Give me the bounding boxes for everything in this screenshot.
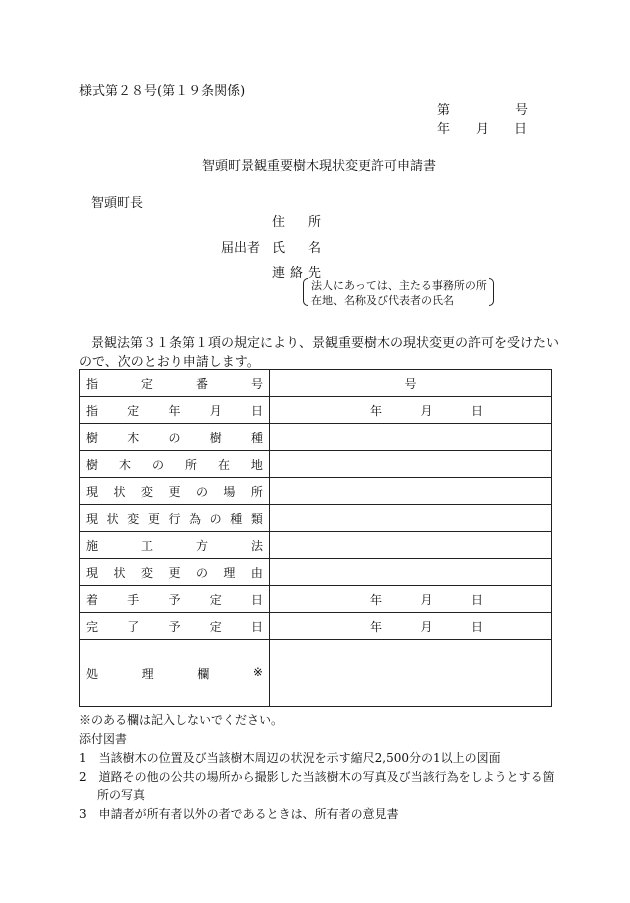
- row-label-char: 木: [118, 457, 131, 472]
- left-brace: [303, 278, 308, 306]
- row-label-char: 状: [113, 484, 126, 499]
- form-number: 様式第２８号(第１９条関係): [79, 84, 246, 99]
- table-row: [80, 424, 552, 451]
- row-label-char: 処: [86, 666, 99, 681]
- number-suffix: 号: [404, 376, 417, 391]
- row-label-char: 所: [184, 457, 197, 472]
- row-label-char: 木: [127, 430, 140, 445]
- row-label: [80, 613, 270, 640]
- row-label-char: 在: [217, 457, 230, 472]
- table-row: [80, 640, 552, 707]
- row-value-cell[interactable]: [270, 451, 552, 478]
- row-label-char: 手: [127, 592, 140, 607]
- row-label-char: 施: [86, 538, 99, 553]
- row-value-cell[interactable]: [270, 478, 552, 505]
- row-label-char: 着: [86, 592, 99, 607]
- row-label-char: 年: [168, 403, 181, 418]
- attachment-item-1: 1 当該樹木の位置及び当該樹木周辺の状況を示す縮尺2,500分の1以上の図面: [79, 751, 501, 765]
- table-row: [80, 586, 552, 613]
- table-row: [80, 397, 552, 424]
- row-label-char: 予: [168, 619, 181, 634]
- date-part-label: 月: [420, 592, 433, 607]
- table-row: [80, 478, 552, 505]
- row-label-char: 予: [168, 592, 181, 607]
- doc-number-prefix: 第: [437, 103, 451, 118]
- row-value-cell[interactable]: [270, 613, 552, 640]
- row-label-char: 理: [141, 666, 154, 681]
- table-row: [80, 505, 552, 532]
- table-row: [80, 613, 552, 640]
- contact-label-1: 連: [272, 266, 286, 281]
- row-label: [80, 640, 270, 707]
- recipient: 智頭町長: [91, 196, 144, 211]
- date-part-label: 年: [370, 619, 383, 634]
- row-label-char: の: [151, 457, 164, 472]
- attachment-item-3: 3 申請者が所有者以外の者であるときは、所有者の意見書: [79, 807, 399, 821]
- row-label-char: 定: [209, 592, 222, 607]
- attachment-item-2: 2 道路その他の公共の場所から撮影した当該樹木の写真及び当該行為をしようとする箇: [79, 770, 555, 784]
- row-label-char: 工: [140, 538, 153, 553]
- row-label-char: 法: [250, 538, 263, 553]
- row-label: [80, 559, 270, 586]
- row-label-char: 変: [140, 565, 153, 580]
- row-value-cell[interactable]: [270, 424, 552, 451]
- table-row: [80, 451, 552, 478]
- row-label-char: 状: [106, 511, 119, 526]
- date-part-label: 日: [470, 403, 483, 418]
- row-label: [80, 424, 270, 451]
- date-part-label: 年: [370, 403, 383, 418]
- row-value-cell[interactable]: [270, 559, 552, 586]
- date-part-label: 月: [420, 619, 433, 634]
- application-table: [79, 369, 552, 707]
- table-row: [80, 532, 552, 559]
- row-label-char: 完: [86, 619, 99, 634]
- date-part-label: 年: [370, 592, 383, 607]
- row-label-char: の: [195, 565, 208, 580]
- row-value-cell[interactable]: [270, 532, 552, 559]
- row-label: [80, 586, 270, 613]
- row-value-cell[interactable]: [270, 505, 552, 532]
- row-value-cell[interactable]: [270, 640, 552, 707]
- date-year-label: 年: [437, 122, 451, 137]
- row-value-cell[interactable]: [270, 370, 552, 397]
- row-label: [80, 478, 270, 505]
- date-day-label: 日: [514, 122, 528, 137]
- contact-label-3: 先: [308, 266, 322, 281]
- row-value-cell[interactable]: [270, 397, 552, 424]
- row-label-char: 理: [223, 565, 236, 580]
- row-label-char: 変: [127, 511, 140, 526]
- row-label-char: 類: [250, 511, 263, 526]
- row-label-char: 指: [86, 403, 99, 418]
- doc-number-suffix: 号: [515, 103, 529, 118]
- row-label-char: 種: [250, 430, 263, 445]
- document-title: 智頭町景観重要樹木現状変更許可申請書: [202, 159, 437, 174]
- date-month-label: 月: [476, 122, 490, 137]
- row-label-char: 了: [127, 619, 140, 634]
- contact-label-2: 絡: [290, 266, 304, 281]
- row-label: [80, 397, 270, 424]
- row-label-char: 日: [250, 592, 263, 607]
- row-label-char: 場: [223, 484, 236, 499]
- row-label-char: の: [168, 430, 181, 445]
- date-part-label: 日: [470, 619, 483, 634]
- date-part-label: 日: [470, 592, 483, 607]
- row-label-char: 現: [86, 484, 99, 499]
- row-label-char: 更: [168, 484, 181, 499]
- attachments-heading: 添付図書: [79, 732, 128, 746]
- row-label-char: 定: [140, 376, 153, 391]
- row-label-char: 方: [195, 538, 208, 553]
- attachment-item-2-cont: 所の写真: [97, 788, 146, 802]
- right-brace: [489, 278, 494, 306]
- address-label-1: 住: [272, 215, 286, 230]
- row-value-cell[interactable]: [270, 586, 552, 613]
- row-label-char: 樹: [209, 430, 222, 445]
- table-row: [80, 370, 552, 397]
- applicant-role-label: 届出者: [221, 241, 261, 256]
- corporate-note-line1: 法人にあっては、主たる事務所の所: [311, 279, 487, 292]
- table-row: [80, 559, 552, 586]
- row-label: [80, 370, 270, 397]
- body-text-line2: ので、次のとおり申請します。: [79, 355, 260, 370]
- address-label-2: 所: [308, 215, 322, 230]
- row-label-char: 現: [86, 565, 99, 580]
- row-label-char: 号: [250, 376, 263, 391]
- row-label-char: 現: [86, 511, 99, 526]
- row-label-char: 指: [86, 376, 99, 391]
- asterisk-note: ※のある欄は記入しないでください。: [79, 713, 284, 727]
- row-label-char: 番: [195, 376, 208, 391]
- row-label-char: 樹: [86, 457, 99, 472]
- row-label-char: 日: [250, 619, 263, 634]
- row-label-char: 定: [127, 403, 140, 418]
- row-label-char: の: [209, 511, 222, 526]
- row-label-char: 欄: [197, 666, 210, 681]
- row-label-char: 樹: [86, 430, 99, 445]
- body-text-line1: 景観法第３１条第１項の規定により、景観重要樹木の現状変更の許可を受けたい: [91, 336, 560, 351]
- row-label-char: 由: [250, 565, 263, 580]
- row-label: [80, 505, 270, 532]
- row-label-char: 月: [209, 403, 222, 418]
- row-label-char: 種: [230, 511, 243, 526]
- row-label-char: ※: [252, 664, 263, 679]
- row-label-char: 所: [250, 484, 263, 499]
- row-label-char: 日: [250, 403, 263, 418]
- row-label-char: 地: [250, 457, 263, 472]
- row-label-char: 為: [189, 511, 202, 526]
- row-label-char: 更: [147, 511, 160, 526]
- row-label: [80, 532, 270, 559]
- row-label-char: 状: [113, 565, 126, 580]
- corporate-note-line2: 在地、名称及び代表者の氏名: [311, 294, 454, 307]
- name-label-1: 氏: [272, 241, 286, 256]
- row-label-char: 行: [168, 511, 181, 526]
- name-label-2: 名: [308, 241, 322, 256]
- row-label-char: 定: [209, 619, 222, 634]
- date-part-label: 月: [420, 403, 433, 418]
- row-label: [80, 451, 270, 478]
- row-label-char: の: [195, 484, 208, 499]
- row-label-char: 変: [140, 484, 153, 499]
- row-label-char: 更: [168, 565, 181, 580]
